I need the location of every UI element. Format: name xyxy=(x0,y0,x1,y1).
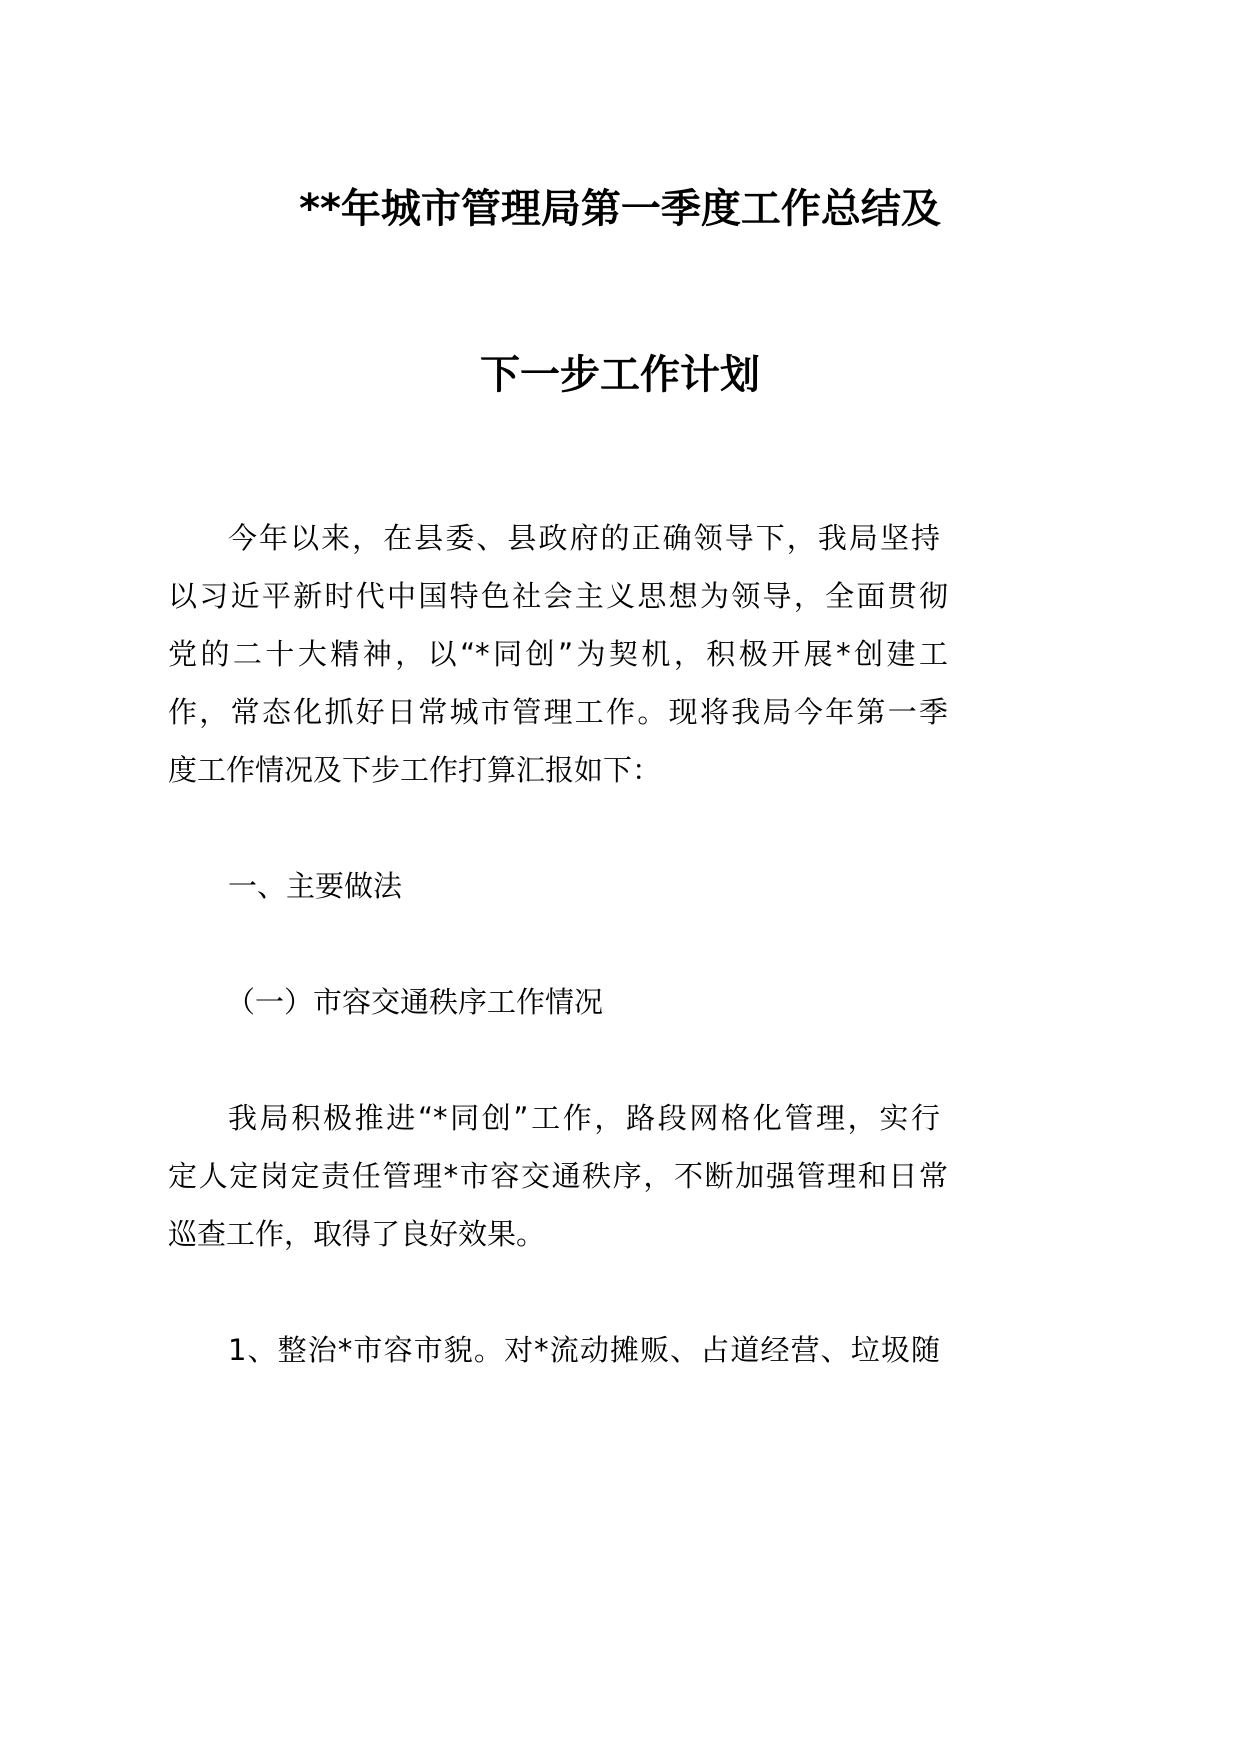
item-1-line-1: 1、整治*市容市貌。对*流动摊贩、占道经营、垃圾随 xyxy=(228,1333,940,1367)
intro-line-4: 作，常态化抓好日常城市管理工作。现将我局今年第一季 xyxy=(168,695,948,729)
intro-line-5: 度工作情况及下步工作打算汇报如下： xyxy=(168,753,662,787)
subsection-heading-traffic-order: （一）市容交通秩序工作情况 xyxy=(226,985,604,1019)
subsection-line-3: 巡查工作，取得了良好效果。 xyxy=(168,1217,546,1251)
intro-line-1: 今年以来，在县委、县政府的正确领导下，我局坚持 xyxy=(228,521,940,555)
document-title-line-2: 下一步工作计划 xyxy=(480,352,760,398)
intro-line-2: 以习近平新时代中国特色社会主义思想为领导，全面贯彻 xyxy=(168,579,948,613)
section-heading-main-practices: 一、主要做法 xyxy=(228,869,403,903)
subsection-line-2: 定人定岗定责任管理*市容交通秩序，不断加强管理和日常 xyxy=(168,1159,948,1193)
intro-line-3: 党的二十大精神，以“*同创”为契机，积极开展*创建工 xyxy=(168,637,948,671)
subsection-line-1: 我局积极推进“*同创”工作，路段网格化管理，实行 xyxy=(228,1101,940,1135)
document-title-line-1: **年城市管理局第一季度工作总结及 xyxy=(299,186,941,232)
